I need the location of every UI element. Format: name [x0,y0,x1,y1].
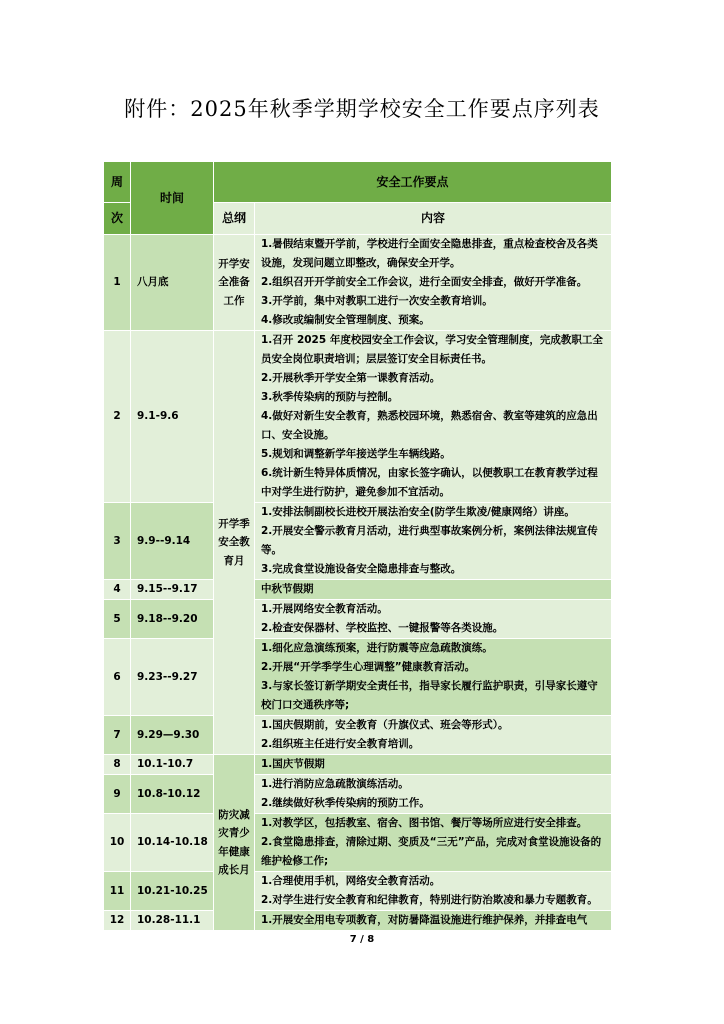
row-week: 4 [104,580,131,600]
row-content [255,235,612,331]
row-week: 6 [104,639,131,716]
content-line: 1.召开 2025 年度校园安全工作会议，学习安全管理制度，完成教职工全员安全岗位职责培训；层层签订安全目标责任书。 [261,334,603,365]
safety-schedule-table [103,161,612,931]
row-date: 10.14-10.18 [131,814,214,872]
table-row [104,331,612,503]
content-line: 3.与家长签订新学期安全责任书，指导家长履行监护职责，引导家长遵守校门口交通秩序等; [261,680,598,711]
row-week: 12 [104,911,131,931]
row-date: 9.23--9.27 [131,639,214,716]
table-row [104,503,612,580]
row-week: 5 [104,600,131,639]
row-content [255,503,612,580]
category-cell: 防灾减灾青少年健康成长月 [214,755,255,931]
content-line: 2.开展安全警示教育月活动，进行典型事故案例分析，案例法律法规宣传等。 [261,525,598,556]
row-content [255,600,612,639]
content-line: 1.开展网络安全教育活动。 [261,603,388,615]
row-date: 9.1-9.6 [131,331,214,503]
table-row [104,716,612,755]
content-line: 2.对学生进行安全教育和纪律教育，特别进行防治欺凌和暴力专题教育。 [261,894,598,906]
content-line: 2.组织召开开学前安全工作会议，进行全面安全排查，做好开学准备。 [261,276,588,288]
row-week: 11 [104,872,131,911]
row-week: 9 [104,775,131,814]
content-line: 1.暑假结束暨开学前，学校进行全面安全隐患排查，重点检查校舍及各类设施，发现问题立即整改，确保安全开学。 [261,238,598,269]
table-row [104,600,612,639]
row-week: 7 [104,716,131,755]
table-row [104,775,612,814]
content-line: 中秋节假期 [261,583,314,595]
row-content [255,872,612,911]
table-row [104,580,612,600]
header-points: 安全工作要点 [214,162,612,203]
content-line: 2.食堂隐患排查，清除过期、变质及“三无”产品，完成对食堂设施设备的维护检修工作; [261,836,602,867]
table-row [104,639,612,716]
content-line: 2.组织班主任进行安全教育培训。 [261,738,420,750]
category-cell: 开学安全准备工作 [214,235,255,331]
row-content [255,755,612,775]
content-line: 6.统计新生特异体质情况，由家长签字确认，以便教职工在教育教学过程中对学生进行防护，避免参加不宜活动。 [261,467,598,498]
content-line: 3.完成食堂设施设备安全隐患排查与整改。 [261,563,462,575]
row-content [255,911,612,931]
content-line: 4.修改或编制安全管理制度、预案。 [261,314,430,326]
table-row [104,911,612,931]
row-content [255,331,612,503]
header-week-2: 次 [104,203,131,235]
header-week: 周 [104,162,131,203]
content-line: 2.检查安保器材、学校监控、一键报警等各类设施。 [261,622,504,634]
content-line: 1.开展安全用电专项教育，对防暑降温设施进行维护保养，并排查电气 [261,914,588,926]
content-line: 1.对教学区，包括教室、宿舍、图书馆、餐厅等场所应进行安全排查。 [261,817,588,829]
row-content [255,580,612,600]
table-row [104,872,612,911]
content-line: 1.安排法制副校长进校开展法治安全(防学生欺凌/健康网络）讲座。 [261,506,575,518]
row-date: 9.15--9.17 [131,580,214,600]
page-title: 附件：2025年秋季学期学校安全工作要点序列表 [124,97,600,121]
content-line: 4.做好对新生安全教育，熟悉校园环境，熟悉宿舍、教室等建筑的应急出口、安全设施。 [261,410,598,441]
row-content [255,814,612,872]
row-content [255,716,612,755]
row-date: 9.9--9.14 [131,503,214,580]
content-line: 5.规划和调整新学年接送学生车辆线路。 [261,448,451,460]
row-week: 10 [104,814,131,872]
content-line: 1.合理使用手机，网络安全教育活动。 [261,875,441,887]
category-cell: 开学季安全教育月 [214,331,255,755]
header-time: 时间 [131,162,214,235]
row-date: 10.1-10.7 [131,755,214,775]
content-line: 2.继续做好秋季传染病的预防工作。 [261,797,430,809]
row-week: 3 [104,503,131,580]
content-line: 1.国庆节假期 [261,758,325,770]
content-line: 1.细化应急演练预案，进行防震等应急疏散演练。 [261,642,493,654]
row-date: 10.28-11.1 [131,911,214,931]
header-content: 内容 [255,203,612,235]
row-week: 2 [104,331,131,503]
row-content [255,639,612,716]
table-row [104,235,612,331]
table-row [104,814,612,872]
content-line: 2.开展秋季开学安全第一课教育活动。 [261,372,441,384]
row-date: 9.29—9.30 [131,716,214,755]
row-date: 10.21-10.25 [131,872,214,911]
table-row [104,755,612,775]
row-date: 9.18--9.20 [131,600,214,639]
row-week: 8 [104,755,131,775]
content-line: 3.秋季传染病的预防与控制。 [261,391,399,403]
content-line: 1.进行消防应急疏散演练活动。 [261,778,409,790]
row-date: 10.8-10.12 [131,775,214,814]
content-line: 2.开展“开学季学生心理调整”健康教育活动。 [261,661,476,673]
row-week: 1 [104,235,131,331]
row-date: 八月底 [131,235,214,331]
content-line: 3.开学前，集中对教职工进行一次安全教育培训。 [261,295,493,307]
row-content [255,775,612,814]
header-summary: 总纲 [214,203,255,235]
page-number: 7 / 8 [349,934,375,945]
content-line: 1.国庆假期前，安全教育（升旗仪式、班会等形式）。 [261,719,509,731]
